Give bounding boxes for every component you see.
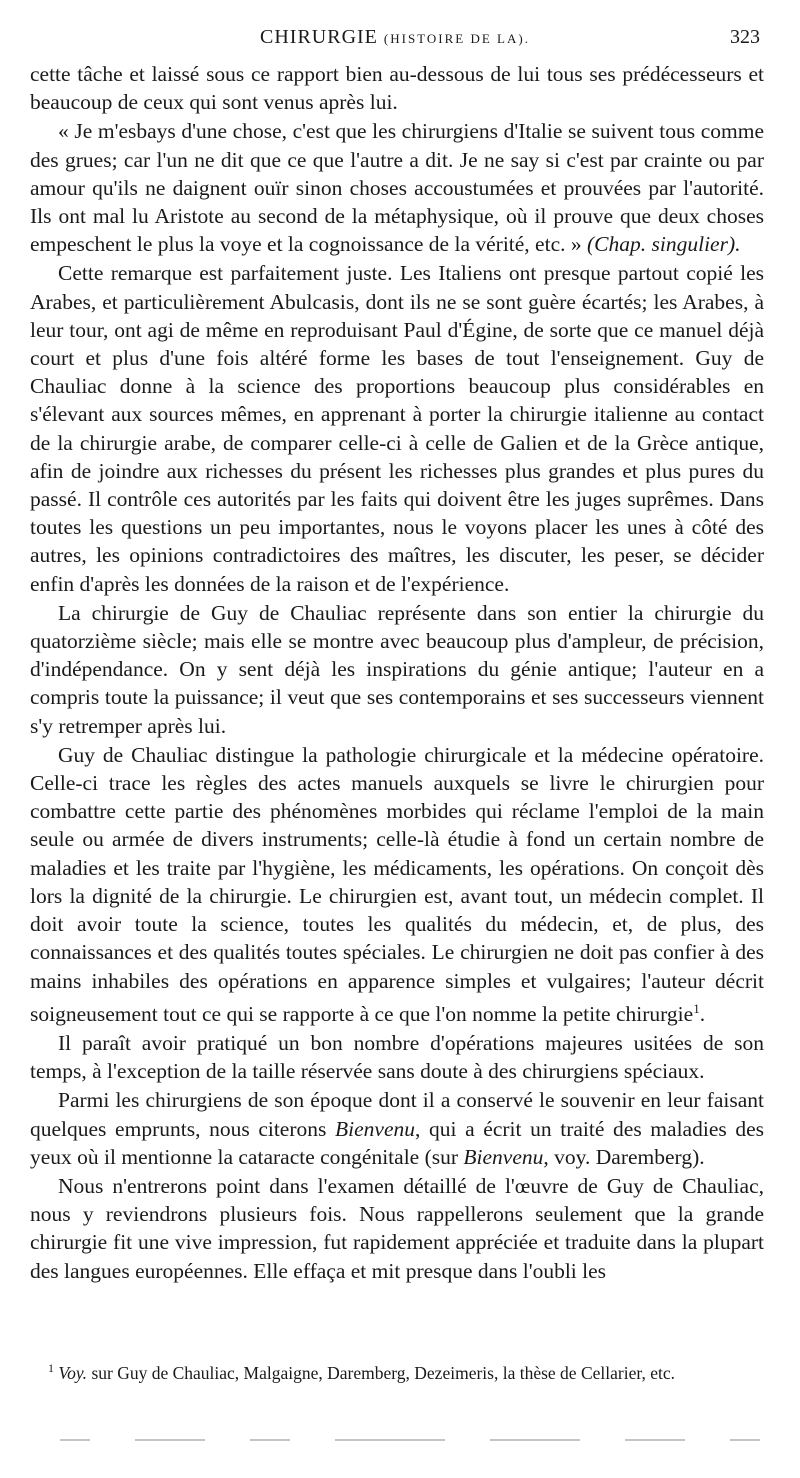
running-title-main: CHIRURGIE <box>260 26 378 48</box>
chapter-citation: (Chap. singulier). <box>587 232 741 257</box>
page-header <box>30 26 760 56</box>
scan-mark <box>135 1439 205 1441</box>
name-bienvenu-2: Bienvenu <box>463 1144 544 1169</box>
paragraph-7-end: , voy. Daremberg). <box>543 1144 705 1169</box>
footnote-marker: 1 <box>48 1361 54 1376</box>
name-bienvenu: Bienvenu <box>335 1116 416 1141</box>
running-title-sub: (HISTOIRE DE LA). <box>383 31 530 46</box>
running-title <box>30 26 760 49</box>
footnote-text: sur Guy de Chauliac, Malgaigne, Daremberg, Dezeimeris, la thèse de Cellarier, etc. <box>91 1363 675 1383</box>
paragraph-7-middle: , qui a écrit un traité des maladies des yeux où il mentionne la cataracte congénitale (sur <box>30 1116 765 1169</box>
paragraph-5-text: Guy de Chauliac distingue la pathologie chirurgicale et la médecine opératoire. Celle-ci trace les règles des actes manuels auxquels se livre le chirurgien pour combattre cette partie des phénomènes morbides qui réclame l'emploi de la main seule ou armée de divers instruments; celle-là étudie à fond un certain nombre de maladies et les traite par l'hygiène, les médicaments, les opérations. On conçoit dès lors la dignité de la chirurgie. Le chirurgien est, avant tout, un médecin complet. Il doit avoir toute la science, toutes les qualités du médecin, et, de plus, des connaissances et des qualités toutes spéciales. Le chirurgien ne doit pas confier à des mains inhabiles des opérations en apparence simples et vulgaires; l'auteur décrit soigneusement tout ce qui se rapporte à ce que l'on nomme la petite chirurgie <box>30 742 764 1026</box>
body-text <box>30 60 764 1286</box>
quote-text: « Je m'esbays d'une chose, c'est que les chirurgiens d'Italie se suivent tous comme des grues; car l'un ne dit que ce que l'autre a dit. Je ne say si c'est par crainte ou par amour qu'ils ne daignent ouïr sinon choses accoustumées et prouvées par l'autorité. Ils ont mal lu Aristote au second de la métaphysique, où il prouve que deux choses empeschent le plus la voye et la cognoissance de la vérité, etc. » <box>30 119 764 257</box>
footnote-voy: Voy. <box>58 1363 88 1383</box>
footnote <box>30 1361 770 1385</box>
scan-mark <box>730 1439 760 1441</box>
paragraph-3: Cette remarque est parfaitement juste. Les Italiens ont presque partout copié les Arabes, et particulièrement Abulcasis, dont ils ne se sont guère écartés; les Arabes, à leur tour, ont agi de même en reproduisant Paul d'Égine, de sorte que ce manuel déjà court et plus d'une fois altéré forme les bases de tout l'enseignement. Guy de Chauliac donne à la science des proportions beaucoup plus considérables en s'élevant aux sources mêmes, en apprenant à porter la chirurgie italienne au contact de la chirurgie arabe, de comparer celle-ci à celle de Galien et de la Grèce antique, afin de joindre aux richesses du présent les richesses plus grandes et plus pures du passé. Il contrôle ces autorités par les faits qui doivent être les juges suprêmes. Dans toutes les questions un peu importantes, nous le voyons placer les unes à côté des autres, les opinions contradictoires des maîtres, les discuter, les peser, se décider enfin d'après les données de la raison et de l'expérience. <box>30 261 764 596</box>
paragraph-8: Nous n'entrerons point dans l'examen détaillé de l'œuvre de Guy de Chauliac, nous y reviendrons plusieurs fois. Nous rappellerons seulement que la grande chirurgie fit une vive impression, fut rapidement appréciée et traduite dans la plupart des langues européennes. Elle effaça et mit presque dans l'oubli les <box>30 1174 764 1283</box>
paragraph-7 <box>30 1086 764 1171</box>
paragraph-4: La chirurgie de Guy de Chauliac représente dans son entier la chirurgie du quatorzième siècle; mais elle se montre avec beaucoup plus d'ampleur, de précision, d'indépendance. On y sent déjà les inspirations du génie antique; l'auteur en a compris toute la puissance; il veut que ses contemporains et ses successeurs viennent s'y retremper après lui. <box>30 600 764 738</box>
scan-mark <box>490 1439 580 1441</box>
scan-bottom-margin <box>60 1436 760 1444</box>
scan-mark <box>250 1439 290 1441</box>
scan-mark <box>335 1439 445 1441</box>
paragraph-5 <box>30 741 764 1028</box>
scan-mark <box>625 1439 685 1441</box>
paragraph-1: cette tâche et laissé sous ce rapport bien au-dessous de lui tous ses prédécesseurs et beaucoup de ceux qui sont venus après lui. <box>30 62 764 115</box>
paragraph-5-end: . <box>699 1001 706 1026</box>
paragraph-2 <box>30 117 764 258</box>
paragraph-6: Il paraît avoir pratiqué un bon nombre d'opérations majeures usitées de son temps, à l'exception de la taille réservée sans doute à des chirurgiens spéciaux. <box>30 1031 764 1084</box>
footnote-reference[interactable]: 1 <box>693 1000 700 1016</box>
page-number: 323 <box>730 26 760 48</box>
scan-mark <box>60 1439 90 1441</box>
paragraph-7-text: Parmi les chirurgiens de son époque dont il a conservé le souvenir en leur faisant quelques emprunts, nous citerons <box>30 1088 764 1141</box>
